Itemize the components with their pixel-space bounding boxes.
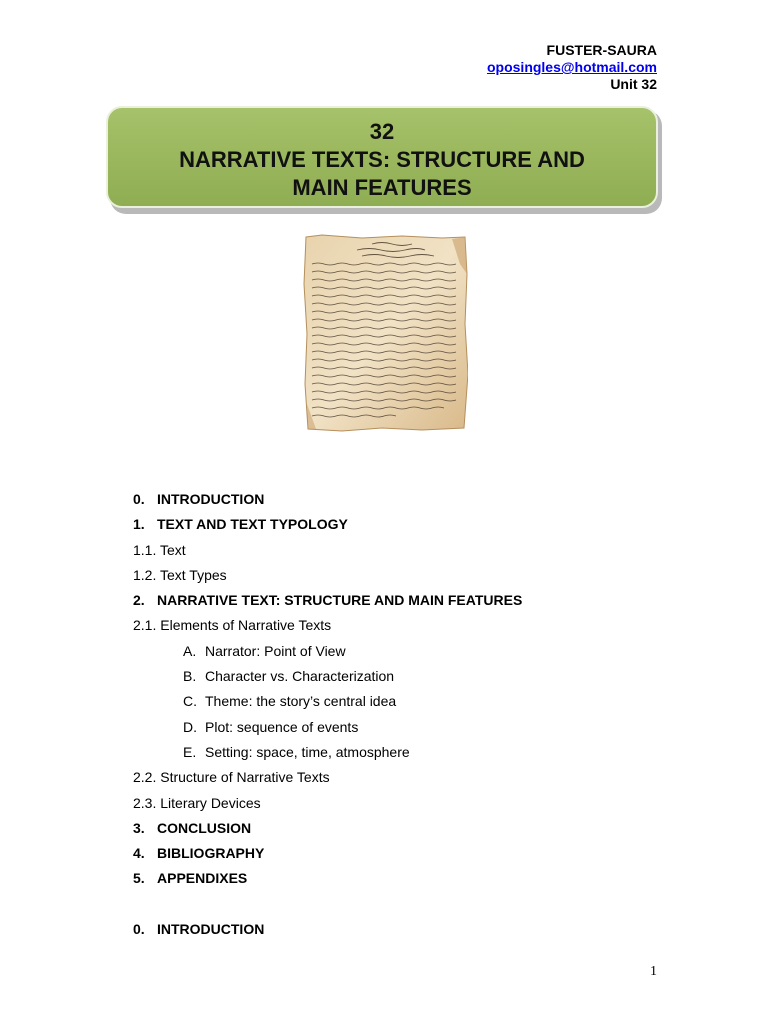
page-number: 1 [650,964,657,979]
handwritten-manuscript-image [302,234,468,432]
toc-item-text-typology: 1. TEXT AND TEXT TYPOLOGY [133,516,348,533]
toc-item-literary-devices: 2.3. Literary Devices [133,794,261,811]
toc-subitem-c: C. Theme: the story’s central idea [183,693,397,710]
toc-item-conclusion: 3. CONCLUSION [133,819,252,836]
toc-item-introduction: 0. INTRODUCTION [133,491,265,507]
toc-item-structure: 2.2. Structure of Narrative Texts [133,769,330,786]
unit-number: 32 [369,119,395,144]
toc-subitem-b: B. Character vs. Characterization [183,668,395,685]
unit-label: Unit 32 [610,76,657,92]
toc-item-text: 1.1. Text [133,541,186,558]
title-line-2: MAIN FEATURES [292,175,472,200]
spacer [133,893,522,918]
toc-subitem-a: A. Narrator: Point of View [183,642,346,659]
section-heading-introduction: 0. INTRODUCTION [133,920,265,937]
author-name: FUSTER-SAURA [546,42,657,58]
toc-subitem-e: E. Setting: space, time, atmosphere [183,743,410,760]
toc-item-text-types: 1.2. Text Types [133,566,227,583]
toc-item-elements: 2.1. Elements of Narrative Texts [133,617,332,634]
toc-item-appendixes: 5. APPENDIXES [133,870,248,887]
toc-subitem-d: D. Plot: sequence of events [183,718,359,735]
toc-item-bibliography: 4. BIBLIOGRAPHY [133,845,265,862]
document-header [487,42,657,93]
email-link[interactable]: oposingles@hotmail.com [486,59,657,75]
table-of-contents [133,488,522,943]
toc-item-narrative-text: 2. NARRATIVE TEXT: STRUCTURE AND MAIN FEATURES [133,592,523,609]
title-line-1: NARRATIVE TEXTS: STRUCTURE AND [179,147,585,172]
title-banner [106,106,658,208]
